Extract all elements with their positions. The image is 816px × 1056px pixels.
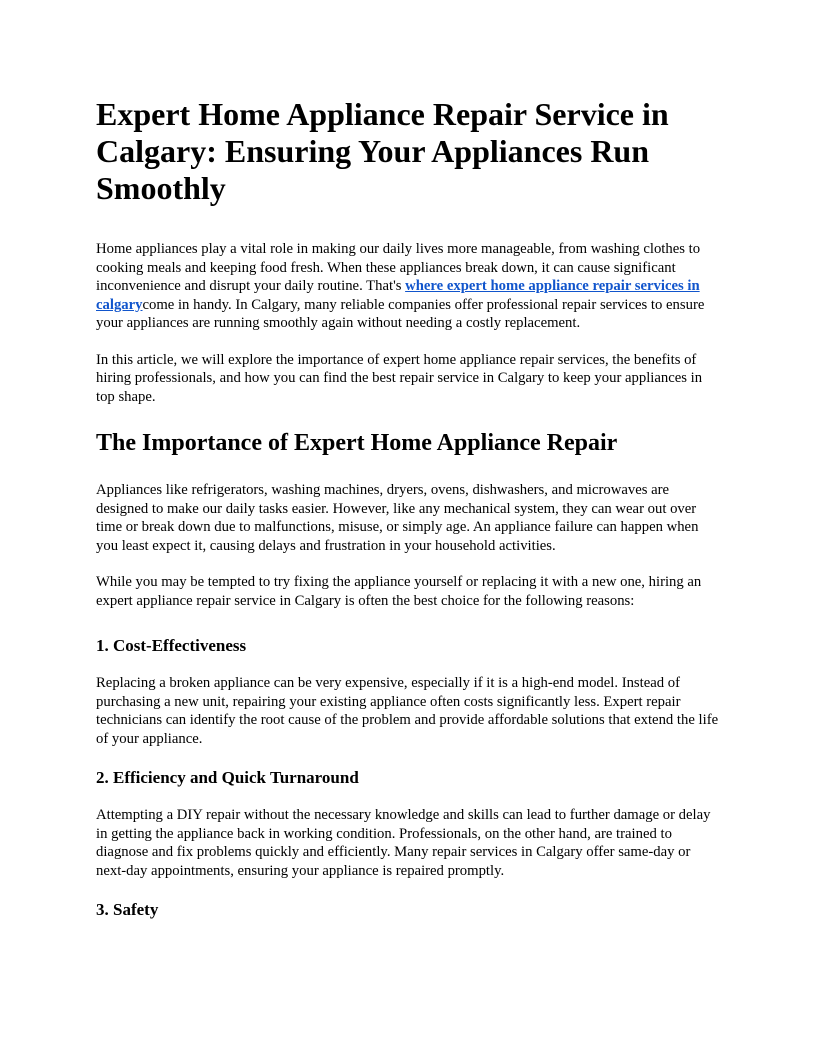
page-title: Expert Home Appliance Repair Service in Calgary: Ensuring Your Appliances Run Smoothly	[96, 96, 669, 206]
reason-heading-safety: 3. Safety	[96, 900, 159, 919]
section-paragraph-2: While you may be tempted to try fixing the appliance yourself or replacing it with a new one, hiring an expert appliance repair service in Calgary is often the best choice for the following reasons:	[96, 574, 702, 609]
section-paragraph-1: Appliances like refrigerators, washing machines, dryers, ovens, dishwashers, and microwaves are designed to make our daily tasks easier. However, like any mechanical system, they can wear out over time or break down due to malfunctions, misuse, or simply age. An appliance failure can happen when you least expect it, causing delays and frustration in your household activities.	[96, 482, 699, 554]
reason-text-efficiency: Attempting a DIY repair without the necessary knowledge and skills can lead to further damage or delay in getting the appliance back in working condition. Professionals, on the other hand, are trained to diagnose and fix problems quickly and efficiently. Many repair services in Calgary offer same-day or next-day appointments, ensuring your appliance is repaired promptly.	[96, 807, 711, 879]
intro-paragraph	[96, 240, 724, 333]
repair-services-link[interactable]: where expert home appliance repair services in calgary	[96, 278, 700, 313]
reason-text-cost: Replacing a broken appliance can be very expensive, especially if it is a high-end model. Instead of purchasing a new unit, repairing your existing appliance often costs significantly less. Expert repair technicians can identify the root cause of the problem and provide affordable solutions that extend the life of your appliance.	[96, 675, 719, 747]
document-page	[96, 96, 724, 920]
article-intro-paragraph: In this article, we will explore the importance of expert home appliance repair services, the benefits of hiring professionals, and how you can find the best repair service in Calgary to keep your appliances in top shape.	[96, 351, 703, 405]
intro-text-after: come in handy. In Calgary, many reliable companies offer professional repair services to ensure your appliances are running smoothly again without needing a costly replacement.	[96, 296, 705, 331]
reason-heading-efficiency: 2. Efficiency and Quick Turnaround	[96, 768, 359, 787]
intro-text-before: Home appliances play a vital role in making our daily lives more manageable, from washing clothes to cooking meals and keeping food fresh. When these appliances break down, it can cause significant inconvenience and disrupt your daily routine. That's	[96, 241, 701, 294]
reason-heading-cost: 1. Cost-Effectiveness	[96, 636, 247, 655]
section-heading: The Importance of Expert Home Appliance Repair	[96, 430, 618, 456]
